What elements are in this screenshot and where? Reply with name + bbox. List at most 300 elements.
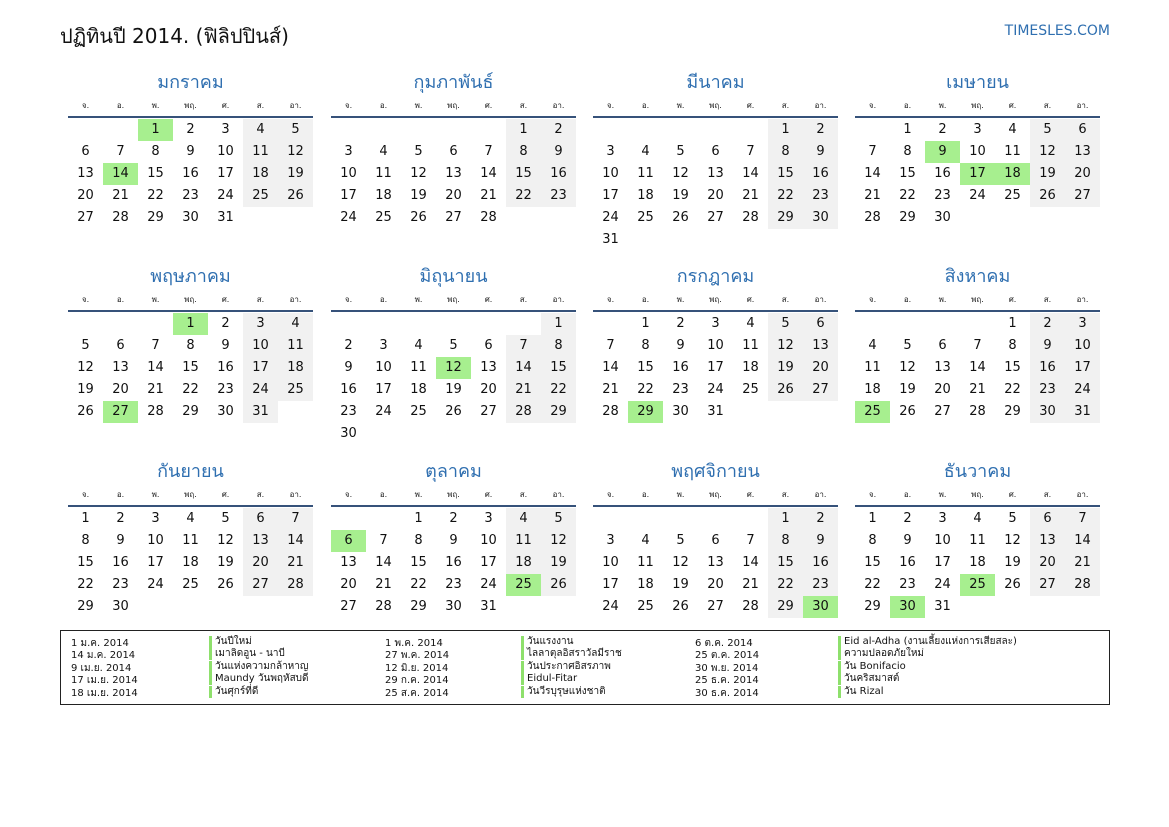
holiday-name: วันวีรบุรุษแห่งชาติ <box>521 686 606 698</box>
day-cell: 2 <box>803 119 838 141</box>
day-cell: 11 <box>864 360 881 375</box>
month-name: พฤษภาคม <box>150 266 231 287</box>
day-cell: 16 <box>112 555 129 570</box>
day-cell: 23 <box>182 188 199 203</box>
holiday-date: 25 ส.ค. 2014 <box>385 687 449 699</box>
weekday-label: พฤ. <box>709 101 722 110</box>
day-cell: 4 <box>379 144 388 159</box>
empty-cell <box>436 119 471 141</box>
weekday-label: อ. <box>903 490 912 499</box>
day-cell: 23 <box>112 577 129 592</box>
day-cell: 12 <box>410 166 427 181</box>
weekday-label: พฤ. <box>447 490 460 499</box>
day-cell: 4 <box>868 338 877 353</box>
day-cell: 2 <box>1030 313 1065 335</box>
day-cell: 20 <box>707 188 724 203</box>
weekday-label: ส. <box>256 101 265 110</box>
day-cell: 21 <box>864 188 881 203</box>
day-cell: 1 <box>768 119 803 141</box>
day-cell: 27 <box>1065 185 1100 207</box>
empty-cell <box>436 313 471 335</box>
month-name: สิงหาคม <box>944 266 1011 287</box>
weekday-label: ส. <box>256 295 265 304</box>
day-cell: 25 <box>375 210 392 225</box>
holiday-name: วันแห่งความกล้าหาญ <box>209 661 308 673</box>
day-cell: 5 <box>768 313 803 335</box>
weekday-label: ศ. <box>1008 101 1017 110</box>
day-cell: 5 <box>1030 119 1065 141</box>
weekday-label: จ. <box>606 101 615 110</box>
holiday-day: 14 <box>103 163 138 185</box>
day-cell: 8 <box>768 530 803 552</box>
day-cell: 22 <box>77 577 94 592</box>
day-cell: 29 <box>77 599 94 614</box>
holiday-name: วันศุกร์ที่ดี <box>209 686 258 698</box>
day-cell: 7 <box>151 338 160 353</box>
days-grid <box>68 313 313 423</box>
day-cell: 16 <box>934 166 951 181</box>
day-cell: 12 <box>77 360 94 375</box>
day-cell: 3 <box>606 533 615 548</box>
days-grid <box>68 508 313 618</box>
day-cell: 15 <box>182 360 199 375</box>
weekday-label: อา. <box>814 295 827 304</box>
day-cell: 1 <box>641 316 650 331</box>
weekday-label: ศ. <box>484 295 493 304</box>
day-cell: 11 <box>637 555 654 570</box>
day-cell: 13 <box>803 335 838 357</box>
holiday-name: วัน Bonifacio <box>838 661 906 673</box>
weekday-header <box>68 290 313 312</box>
day-cell: 21 <box>506 379 541 401</box>
day-cell: 22 <box>637 382 654 397</box>
day-cell: 15 <box>410 555 427 570</box>
weekday-label: อา. <box>289 295 302 304</box>
day-cell: 28 <box>742 210 759 225</box>
day-cell: 25 <box>278 379 313 401</box>
month-name: ตุลาคม <box>425 461 482 482</box>
day-cell: 26 <box>1004 577 1021 592</box>
weekday-label: จ. <box>344 101 353 110</box>
weekday-label: พฤ. <box>971 101 984 110</box>
holiday-day: 9 <box>925 141 960 163</box>
day-cell: 4 <box>641 144 650 159</box>
weekday-label: ศ. <box>484 101 493 110</box>
day-cell: 20 <box>707 577 724 592</box>
day-cell: 20 <box>1065 163 1100 185</box>
day-cell: 5 <box>414 144 423 159</box>
weekday-label: ส. <box>781 101 790 110</box>
day-cell: 17 <box>934 555 951 570</box>
day-cell: 2 <box>541 119 576 141</box>
weekday-label: พ. <box>414 295 423 304</box>
day-cell: 7 <box>506 335 541 357</box>
weekday-label: ส. <box>781 295 790 304</box>
weekday-label: พ. <box>938 490 947 499</box>
day-cell: 1 <box>81 511 90 526</box>
day-cell: 23 <box>217 382 234 397</box>
day-cell: 26 <box>768 379 803 401</box>
day-cell: 3 <box>379 338 388 353</box>
day-cell: 29 <box>1004 404 1021 419</box>
day-cell: 20 <box>803 357 838 379</box>
month-2 <box>331 70 576 229</box>
day-cell: 11 <box>278 335 313 357</box>
empty-cell <box>593 119 628 141</box>
day-cell: 8 <box>414 533 423 548</box>
day-cell: 19 <box>672 188 689 203</box>
weekday-header <box>855 96 1100 118</box>
empty-cell <box>593 508 628 530</box>
weekday-label: พฤ. <box>184 490 197 499</box>
day-cell: 6 <box>81 144 90 159</box>
empty-cell <box>471 119 506 141</box>
day-cell: 22 <box>768 185 803 207</box>
day-cell: 2 <box>803 508 838 530</box>
empty-cell <box>331 508 366 530</box>
day-cell: 5 <box>676 533 685 548</box>
month-name: กรกฎาคม <box>676 266 755 287</box>
day-cell: 28 <box>506 401 541 423</box>
days-grid <box>855 508 1100 618</box>
day-cell: 26 <box>445 404 462 419</box>
day-cell: 14 <box>742 166 759 181</box>
holiday-date: 30 พ.ย. 2014 <box>695 662 759 674</box>
day-cell: 26 <box>672 599 689 614</box>
day-cell: 23 <box>445 577 462 592</box>
weekday-label: อา. <box>552 490 565 499</box>
day-cell: 31 <box>1065 401 1100 423</box>
day-cell: 23 <box>672 382 689 397</box>
day-cell: 14 <box>375 555 392 570</box>
day-cell: 11 <box>243 141 278 163</box>
weekday-label: ส. <box>1043 490 1052 499</box>
day-cell: 24 <box>147 577 164 592</box>
weekday-label: พ. <box>151 295 160 304</box>
weekday-header <box>855 485 1100 507</box>
day-cell: 6 <box>1065 119 1100 141</box>
day-cell: 17 <box>1065 357 1100 379</box>
empty-cell <box>663 508 698 530</box>
weekday-header <box>331 485 576 507</box>
day-cell: 25 <box>410 404 427 419</box>
day-cell: 7 <box>484 144 493 159</box>
day-cell: 5 <box>676 144 685 159</box>
holiday-name: Eidul-Fitar <box>521 673 577 685</box>
weekday-label: ศ. <box>221 101 230 110</box>
day-cell: 28 <box>742 599 759 614</box>
day-cell: 18 <box>375 188 392 203</box>
day-cell: 1 <box>541 313 576 335</box>
day-cell: 8 <box>186 338 195 353</box>
day-cell: 19 <box>278 163 313 185</box>
weekday-label: ส. <box>519 490 528 499</box>
weekday-label: อา. <box>289 490 302 499</box>
weekday-label: อา. <box>1076 490 1089 499</box>
day-cell: 28 <box>147 404 164 419</box>
day-cell: 3 <box>151 511 160 526</box>
day-cell: 27 <box>1030 574 1065 596</box>
day-cell: 18 <box>742 360 759 375</box>
day-cell: 14 <box>278 530 313 552</box>
day-cell: 19 <box>217 555 234 570</box>
day-cell: 17 <box>217 166 234 181</box>
day-cell: 1 <box>1008 316 1017 331</box>
day-cell: 23 <box>541 185 576 207</box>
day-cell: 6 <box>484 338 493 353</box>
holiday-date: 1 พ.ค. 2014 <box>385 638 443 649</box>
day-cell: 8 <box>506 141 541 163</box>
day-cell: 29 <box>182 404 199 419</box>
day-cell: 29 <box>410 599 427 614</box>
holiday-date: 14 ม.ค. 2014 <box>71 650 136 662</box>
day-cell: 24 <box>707 382 724 397</box>
empty-cell <box>331 119 366 141</box>
weekday-label: จ. <box>606 295 615 304</box>
day-cell: 1 <box>506 119 541 141</box>
day-cell: 9 <box>903 533 912 548</box>
day-cell: 21 <box>602 382 619 397</box>
day-cell: 17 <box>707 360 724 375</box>
day-cell: 9 <box>344 360 353 375</box>
day-cell: 24 <box>602 599 619 614</box>
day-cell: 24 <box>969 188 986 203</box>
day-cell: 12 <box>1030 141 1065 163</box>
holiday-day: 18 <box>995 163 1030 185</box>
day-cell: 22 <box>768 574 803 596</box>
empty-cell <box>68 313 103 335</box>
day-cell: 21 <box>278 552 313 574</box>
day-cell: 28 <box>1065 574 1100 596</box>
month-4 <box>855 70 1100 229</box>
empty-cell <box>471 313 506 335</box>
day-cell: 24 <box>375 404 392 419</box>
empty-cell <box>138 313 173 335</box>
holiday-day: 1 <box>138 119 173 141</box>
day-cell: 29 <box>147 210 164 225</box>
holiday-day: 29 <box>628 401 663 423</box>
day-cell: 25 <box>637 599 654 614</box>
day-cell: 22 <box>899 188 916 203</box>
empty-cell <box>593 313 628 335</box>
day-cell: 20 <box>480 382 497 397</box>
day-cell: 19 <box>899 382 916 397</box>
month-10 <box>331 459 576 618</box>
day-cell: 21 <box>742 577 759 592</box>
weekday-label: จ. <box>81 101 90 110</box>
day-cell: 14 <box>864 166 881 181</box>
day-cell: 15 <box>77 555 94 570</box>
day-cell: 23 <box>803 185 838 207</box>
weekday-label: ศ. <box>1008 295 1017 304</box>
day-cell: 2 <box>676 316 685 331</box>
day-cell: 17 <box>602 577 619 592</box>
day-cell: 11 <box>182 533 199 548</box>
day-cell: 7 <box>1065 508 1100 530</box>
weekday-label: พฤ. <box>447 101 460 110</box>
empty-cell <box>366 313 401 335</box>
weekday-label: ส. <box>256 490 265 499</box>
month-name: กุมภาพันธ์ <box>413 72 494 93</box>
day-cell: 6 <box>243 508 278 530</box>
day-cell: 19 <box>77 382 94 397</box>
day-cell: 22 <box>147 188 164 203</box>
day-cell: 30 <box>803 207 838 229</box>
day-cell: 16 <box>217 360 234 375</box>
day-cell: 10 <box>480 533 497 548</box>
day-cell: 17 <box>340 188 357 203</box>
day-cell: 13 <box>1065 141 1100 163</box>
empty-cell <box>103 119 138 141</box>
empty-cell <box>68 119 103 141</box>
day-cell: 18 <box>969 555 986 570</box>
day-cell: 30 <box>340 426 357 441</box>
day-cell: 29 <box>864 599 881 614</box>
holiday-day: 30 <box>890 596 925 618</box>
day-cell: 11 <box>637 166 654 181</box>
day-cell: 13 <box>480 360 497 375</box>
weekday-header <box>331 96 576 118</box>
weekday-label: พ. <box>676 490 685 499</box>
empty-cell <box>733 119 768 141</box>
empty-cell <box>628 508 663 530</box>
day-cell: 18 <box>637 188 654 203</box>
day-cell: 19 <box>672 577 689 592</box>
day-cell: 18 <box>506 552 541 574</box>
weekday-label: พฤ. <box>709 490 722 499</box>
day-cell: 26 <box>541 574 576 596</box>
holiday-date: 27 พ.ค. 2014 <box>385 650 450 662</box>
holiday-date: 25 ต.ค. 2014 <box>695 650 760 662</box>
day-cell: 13 <box>445 166 462 181</box>
holiday-day: 27 <box>103 401 138 423</box>
day-cell: 24 <box>1065 379 1100 401</box>
weekday-label: ส. <box>781 490 790 499</box>
weekday-label: จ. <box>344 295 353 304</box>
day-cell: 11 <box>969 533 986 548</box>
day-cell: 12 <box>768 335 803 357</box>
day-cell: 31 <box>602 232 619 247</box>
day-cell: 4 <box>278 313 313 335</box>
site-link[interactable]: TIMESLES.COM <box>1004 23 1110 39</box>
day-cell: 10 <box>1065 335 1100 357</box>
day-cell: 14 <box>147 360 164 375</box>
day-cell: 2 <box>903 511 912 526</box>
holiday-list <box>60 630 1110 705</box>
empty-cell <box>733 508 768 530</box>
day-cell: 8 <box>641 338 650 353</box>
weekday-header <box>593 96 838 118</box>
weekday-label: พฤ. <box>184 101 197 110</box>
month-name: เมษายน <box>946 72 1009 93</box>
day-cell: 31 <box>934 599 951 614</box>
day-cell: 27 <box>803 379 838 401</box>
day-cell: 17 <box>375 382 392 397</box>
day-cell: 23 <box>1030 379 1065 401</box>
weekday-label: อา. <box>814 101 827 110</box>
day-cell: 3 <box>973 122 982 137</box>
day-cell: 14 <box>602 360 619 375</box>
day-cell: 17 <box>147 555 164 570</box>
day-cell: 30 <box>217 404 234 419</box>
holiday-name: ความปลอดภัยใหม่ <box>838 648 924 660</box>
day-cell: 15 <box>147 166 164 181</box>
day-cell: 14 <box>1065 530 1100 552</box>
day-cell: 20 <box>77 188 94 203</box>
day-cell: 16 <box>899 555 916 570</box>
day-cell: 28 <box>969 404 986 419</box>
day-cell: 16 <box>182 166 199 181</box>
weekday-label: จ. <box>868 101 877 110</box>
holiday-day: 1 <box>173 313 208 335</box>
day-cell: 5 <box>221 511 230 526</box>
day-cell: 26 <box>1030 185 1065 207</box>
day-cell: 2 <box>449 511 458 526</box>
empty-cell <box>960 313 995 335</box>
empty-cell <box>628 119 663 141</box>
day-cell: 5 <box>903 338 912 353</box>
day-cell: 2 <box>116 511 125 526</box>
weekday-label: จ. <box>868 490 877 499</box>
weekday-label: จ. <box>81 295 90 304</box>
weekday-label: พ. <box>676 101 685 110</box>
day-cell: 27 <box>445 210 462 225</box>
day-cell: 14 <box>506 357 541 379</box>
day-cell: 17 <box>602 188 619 203</box>
day-cell: 22 <box>864 577 881 592</box>
day-cell: 19 <box>445 382 462 397</box>
day-cell: 27 <box>243 574 278 596</box>
holiday-day: 25 <box>960 574 995 596</box>
day-cell: 30 <box>1030 401 1065 423</box>
holiday-name: วันคริสมาสต์ <box>838 673 899 685</box>
month-name: มีนาคม <box>686 72 745 93</box>
day-cell: 6 <box>449 144 458 159</box>
day-cell: 4 <box>746 316 755 331</box>
weekday-label: พฤ. <box>447 295 460 304</box>
day-cell: 9 <box>221 338 230 353</box>
weekday-label: อ. <box>903 295 912 304</box>
weekday-label: พฤ. <box>971 295 984 304</box>
day-cell: 25 <box>637 210 654 225</box>
weekday-label: ศ. <box>1008 490 1017 499</box>
month-5 <box>68 264 313 423</box>
day-cell: 27 <box>480 404 497 419</box>
day-cell: 10 <box>243 335 278 357</box>
month-1 <box>68 70 313 229</box>
day-cell: 20 <box>243 552 278 574</box>
day-cell: 11 <box>1004 144 1021 159</box>
month-name: ธันวาคม <box>943 461 1012 482</box>
holiday-day: 6 <box>331 530 366 552</box>
day-cell: 7 <box>746 533 755 548</box>
day-cell: 29 <box>899 210 916 225</box>
weekday-header <box>331 290 576 312</box>
weekday-label: อา. <box>552 101 565 110</box>
empty-cell <box>366 119 401 141</box>
day-cell: 31 <box>243 401 278 423</box>
day-cell: 4 <box>506 508 541 530</box>
day-cell: 10 <box>217 144 234 159</box>
month-6 <box>331 264 576 445</box>
weekday-label: ศ. <box>746 101 755 110</box>
day-cell: 5 <box>449 338 458 353</box>
day-cell: 16 <box>445 555 462 570</box>
day-cell: 26 <box>217 577 234 592</box>
day-cell: 27 <box>340 599 357 614</box>
day-cell: 31 <box>707 404 724 419</box>
day-cell: 9 <box>449 533 458 548</box>
